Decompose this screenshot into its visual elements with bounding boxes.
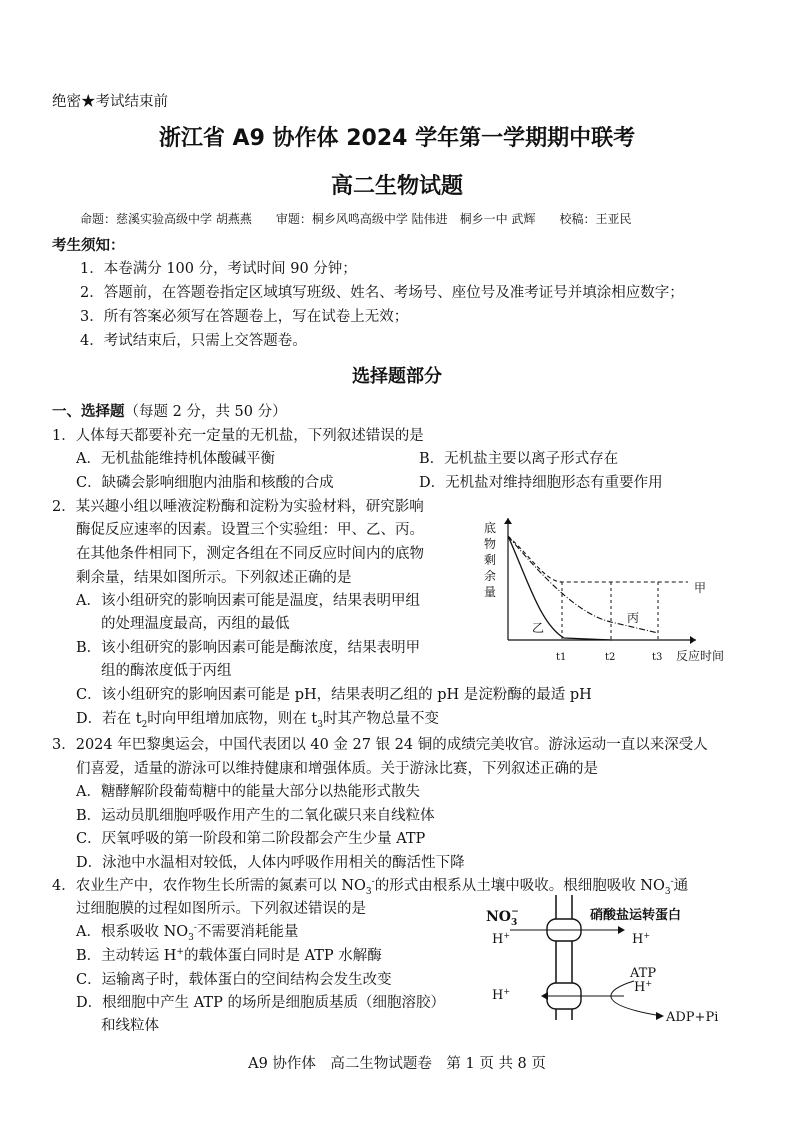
x-tick-t1: t1 [556,652,567,663]
section-title: 选择题部分 [352,366,442,387]
series-label-yi: 乙 [532,621,545,635]
x-axis-label: 反应时间 [676,649,725,663]
q3-option-c: C．厌氧呼吸的第一阶段和第二阶段都会产生少量 ATP [76,831,426,847]
section-heading [52,400,287,421]
section-heading-note: （每题 2 分，共 50 分） [124,404,287,420]
q1-option-b: B．无机盐主要以离子形式存在 [419,451,619,467]
nitrate-transporter-label: 硝酸盐运转蛋白 [590,908,682,923]
y-label-char: 量 [484,585,497,599]
y-label-char: 余 [484,569,497,583]
proton-label-outside: H+ [492,931,511,947]
section-heading-bold: 一、选择题 [52,403,125,420]
q4-option-b: B．主动转运 H+的载体蛋白同时是 ATP 水解酶 [76,947,382,964]
q3-stem-line: 们喜爱，适量的游泳可以维持健康和增强体质。关于游泳比赛，下列叙述正确的是 [76,761,598,777]
x-tick-t3: t3 [652,652,663,663]
q3-option-d: D．泳池中水温相对较低，人体内呼吸作用相关的酶活性下降 [76,855,465,871]
q2-option-b-cont: 组的酶浓度低于丙组 [101,663,232,679]
y-label-char: 剩 [484,553,497,567]
q1-option-a: A．无机盐能维持机体酸碱平衡 [76,451,275,467]
q2-option-b: B．该小组研究的影响因素可能是酶浓度，结果表明甲 [76,640,421,656]
exam-subtitle: 高二生物试题 [330,174,463,199]
q2-option-c: C．该小组研究的影响因素可能是 pH，结果表明乙组的 pH 是淀粉酶的最适 pH [76,687,592,703]
enzyme-reaction-chart [482,518,742,668]
q4-option-d-cont: 和线粒体 [101,1018,159,1034]
confidential-label: 绝密★考试结束前 [52,94,168,110]
q2-option-a: A．该小组研究的影响因素可能是温度，结果表明甲组 [76,593,420,609]
q2-stem-line: 酶促反应速率的因素。设置三个实验组：甲、乙、丙。 [76,522,424,538]
series-jia-line [508,536,688,582]
nitrate-label-outside: $NO_3-$ [486,907,519,928]
nitrate-transport-diagram [484,895,734,1025]
q4-option-c: C．运输离子时，载体蛋白的空间结构会发生改变 [76,972,392,988]
q2-stem-line: 2．某兴趣小组以唾液淀粉酶和淀粉为实验材料，研究影响 [52,499,424,515]
proton-label-pumped: H+ [492,987,511,1003]
notice-item: 1．本卷满分 100 分，考试时间 90 分钟； [80,261,357,277]
q2-stem-line: 在其他条件相同下，测定各组在不同反应时间内的底物 [76,546,424,562]
notice-item: 3．所有答案必须写在答题卷上，写在试卷上无效； [80,309,409,325]
atp-label: ATP [630,966,657,981]
proton-label-inside: H+ [632,931,651,947]
proton-label-pump-in: H+ [634,979,653,995]
q1-stem: 1．人体每天都要补充一定量的无机盐，下列叙述错误的是 [52,428,424,444]
arrowhead [656,1012,664,1020]
series-label-bing: 丙 [627,611,640,625]
series-label-jia: 甲 [694,581,707,595]
q3-stem-line: 3．2024 年巴黎奥运会，中国代表团以 40 金 27 银 24 铜的成绩完美收官。游泳运动一直以来深受人 [52,737,708,753]
q4-option-d: D．根细胞中产生 ATP 的场所是细胞质基质（细胞溶胶） [76,995,445,1011]
q2-option-d: D．若在 $t_2$时向甲组增加底物，则在 $t_3$时其产物总量不变 [76,711,439,730]
q4-stem-line: 过细胞膜的过程如图所示。下列叙述错误的是 [76,901,366,917]
exam-title: 浙江省 A9 协作体 2024 学年第一学期期中联考 [158,126,636,151]
q3-option-a: A．糖酵解阶段葡萄糖中的能量大部分以热能形式散失 [76,784,420,800]
arrowhead [618,926,625,934]
credits-line: 命题：慈溪实验高级中学 胡燕燕 审题：桐乡风鸣高级中学 陆伟进 桐乡一中 武辉 校稿：王亚民 [80,212,632,226]
notice-item: 2．答题前，在答题卷指定区域填写班级、姓名、考场号、座位号及准考证号并填涂相应数字； [80,285,684,301]
q1-option-d: D．无机盐对维持细胞形态有重要作用 [419,475,663,491]
q2-stem-line: 剩余量，结果如图所示。下列叙述正确的是 [76,570,352,586]
q3-option-b: B．运动员肌细胞呼吸作用产生的二氧化碳只来自线粒体 [76,808,435,824]
y-label-char: 物 [484,537,497,551]
notice-heading: 考生须知： [52,237,125,254]
q2-option-a-cont: 的处理温度最高，丙组的最低 [101,616,290,632]
page-footer: A9 协作体 高二生物试题卷 第 1 页 共 8 页 [248,1056,546,1072]
y-label-char: 底 [484,521,497,535]
q4-stem-line: 4．农业生产中，农作物生长所需的氮素可以 $NO_3^-$的形式由根系从土壤中吸收。根细胞吸收 $NO_3^-$通 [52,877,689,897]
x-axis-arrow [690,636,696,644]
adp-pi-label: ADP+Pi [666,1010,719,1025]
notice-item: 4．考试结束后，只需上交答题卷。 [80,333,307,349]
q1-option-c: C．缺磷会影响细胞内油脂和核酸的合成 [76,475,334,491]
q4-option-a: A．根系吸收 $NO_3^-$不需要消耗能量 [76,923,299,943]
x-tick-t2: t2 [605,652,616,663]
arrowhead [541,992,548,1000]
y-axis-arrow [504,518,512,524]
